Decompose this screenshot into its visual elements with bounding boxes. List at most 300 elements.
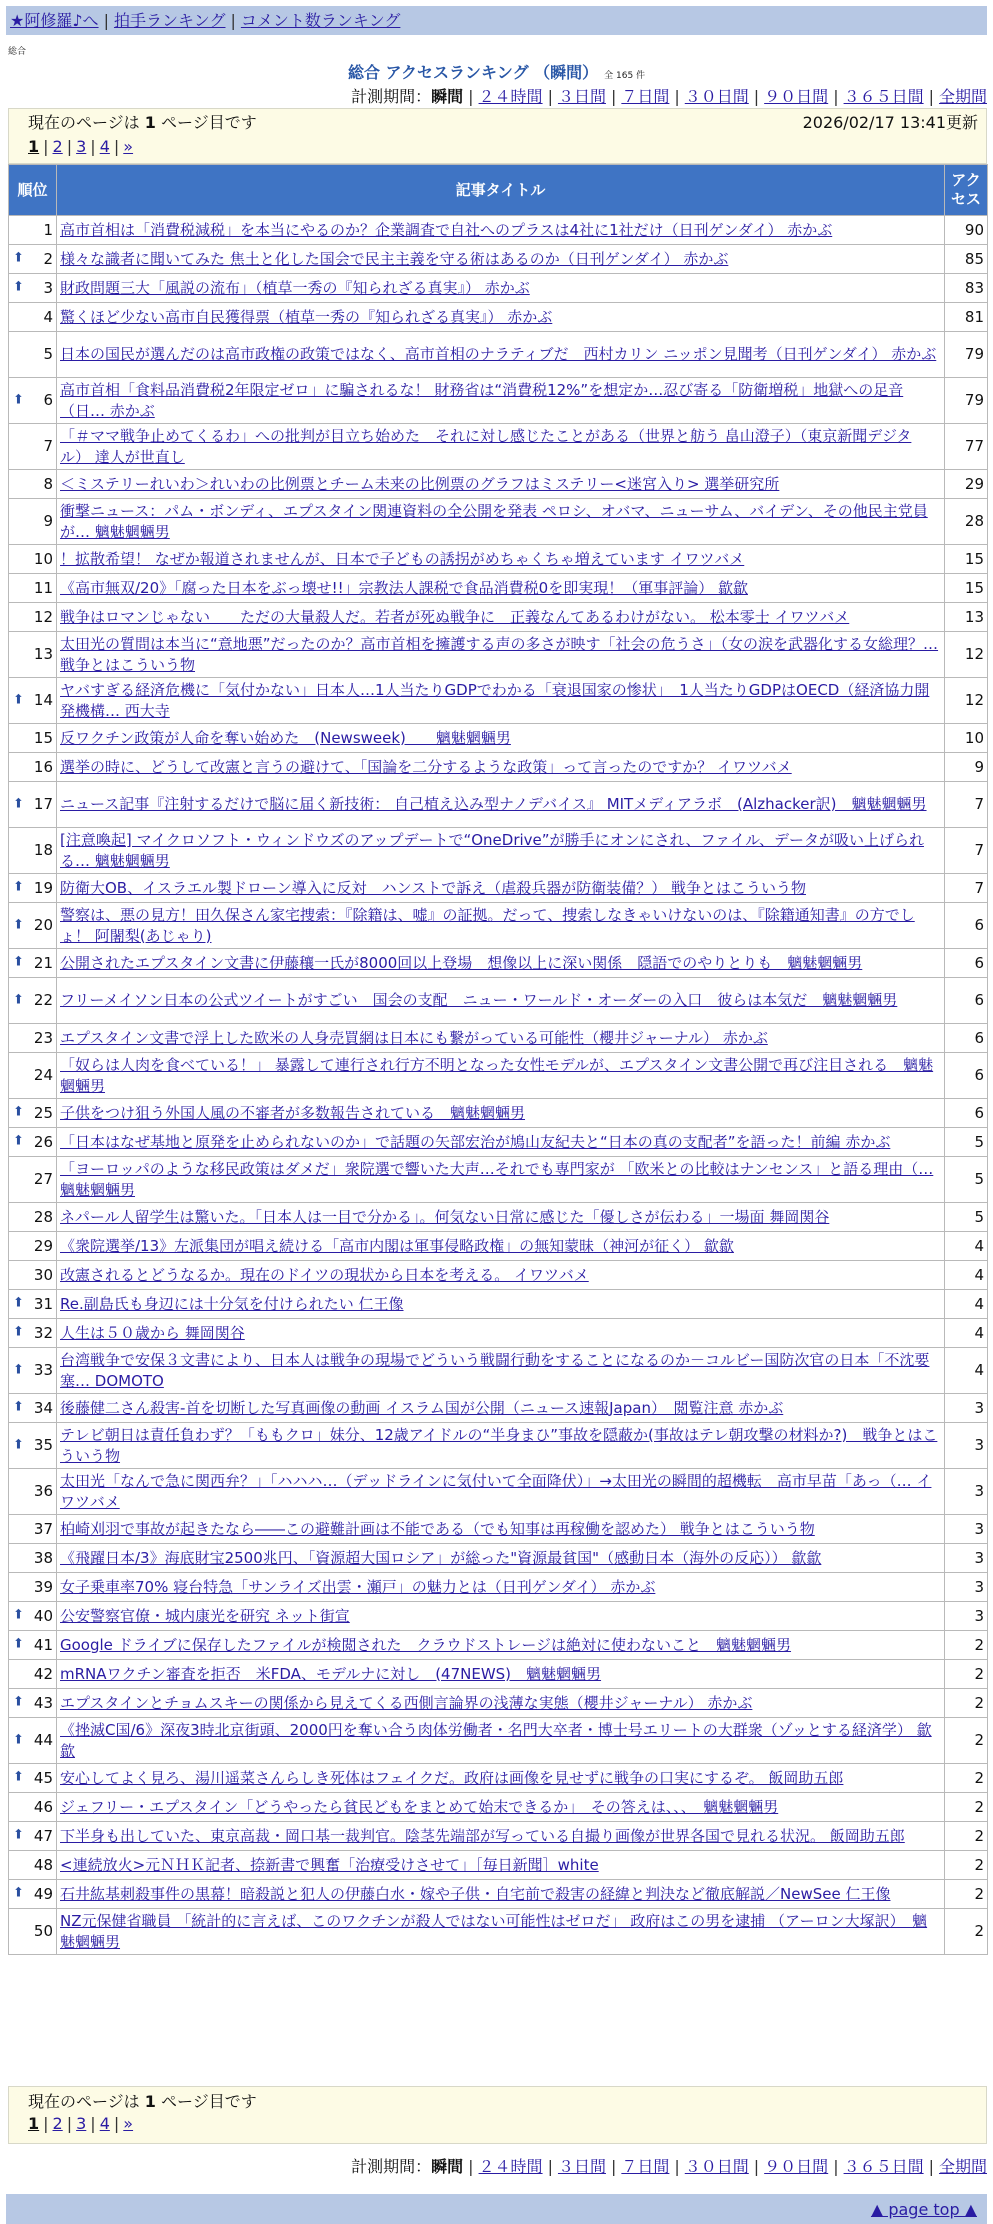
- title-cell: [57, 678, 945, 724]
- title-cell: [57, 1602, 945, 1631]
- table-row: [9, 874, 988, 903]
- article-title-link[interactable]: ＜ミステリーれいわ＞れいわの比例票とチーム未来の比例票のグラフはミステリー<迷宮入り> 選挙研究所: [60, 474, 780, 493]
- table-row: [9, 1689, 988, 1718]
- title-cell: [57, 1290, 945, 1319]
- article-title-link[interactable]: 改憲されるとどうなるか。現在のドイツの現状から日本を考える。 イワツバメ: [60, 1265, 589, 1284]
- title-cell: [57, 1909, 945, 1955]
- article-title-link[interactable]: 太田光「なんで急に関西弁？」「ハハハ…（デッドラインに気付いて全面降伏）」→太田光の瞬間的超機転 高市早苗「あっ（… イワツバメ: [60, 1471, 932, 1511]
- access-count: 85: [945, 245, 988, 274]
- rank-number: 35: [33, 1436, 53, 1454]
- title-cell: [57, 782, 945, 828]
- rank-number: 27: [33, 1170, 53, 1188]
- article-title-link[interactable]: 戦争はロマンじゃない ただの大量殺人だ。若者が死ぬ戦争に 正義なんてあるわけがない。 松本零士 イワツバメ: [60, 607, 850, 626]
- pager-page-link[interactable]: 4: [99, 137, 110, 156]
- rank-number: 3: [43, 278, 53, 297]
- access-count: 12: [945, 678, 988, 724]
- access-count: 3: [945, 1394, 988, 1423]
- table-row: [9, 1764, 988, 1793]
- title-cell: [57, 1394, 945, 1423]
- top-nav-applause-ranking-link[interactable]: 拍手ランキング: [113, 11, 226, 30]
- access-count: 2: [945, 1851, 988, 1880]
- title-cell: [57, 424, 945, 470]
- rank-cell: [9, 724, 57, 753]
- rank-cell: [9, 1764, 57, 1793]
- access-count: 2: [945, 1660, 988, 1689]
- table-row: [9, 1851, 988, 1880]
- rank-cell: [9, 978, 57, 1024]
- article-title-link[interactable]: 高市首相「食料品消費税2年限定ゼロ」に騙されるな！ 財務省は“消費税12%”を想定か…忍び寄る「防衛増税」地獄への足音（日… 赤かぶ: [60, 380, 904, 420]
- rank-number: 8: [43, 474, 53, 493]
- article-title-link[interactable]: エプスタイン文書で浮上した欧米の人身売買網は日本にも繋がっている可能性（櫻井ジャーナル） 赤かぶ: [60, 1028, 768, 1047]
- access-count: 83: [945, 274, 988, 303]
- period-link[interactable]: ３日間: [557, 2157, 606, 2176]
- rank-number: 41: [33, 1635, 53, 1654]
- rank-number: 17: [33, 795, 53, 813]
- title-cell: [57, 1099, 945, 1128]
- article-title-link[interactable]: ！拡散希望！ なぜか報道されませんが、日本で子どもの誘拐がめちゃくちゃ増えています イワツバメ: [60, 549, 745, 568]
- period-current: 瞬間: [431, 87, 464, 106]
- title-cell: [57, 632, 945, 678]
- access-count: 6: [945, 949, 988, 978]
- table-row: [9, 1793, 988, 1822]
- separator: |: [113, 137, 120, 156]
- rank-cell: [9, 274, 57, 303]
- article-title-link[interactable]: Re.副島氏も身辺には十分気を付けられたい 仁王像: [60, 1294, 404, 1313]
- table-row: [9, 603, 988, 632]
- footer-bar: [6, 2194, 987, 2224]
- article-title-link[interactable]: フリーメイソン日本の公式ツイートがすごい 国会の支配 ニュー・ワールド・オーダーの入口 彼らは本気だ 魑魅魍魎男: [60, 991, 898, 1009]
- access-count: 15: [945, 545, 988, 574]
- table-row: [9, 1157, 988, 1203]
- pager-next-link[interactable]: »: [123, 137, 134, 156]
- separator: |: [674, 87, 680, 106]
- title-cell: [57, 1203, 945, 1232]
- table-row: [9, 545, 988, 574]
- separator: |: [43, 2114, 49, 2133]
- table-row: [9, 1515, 988, 1544]
- title-cell: [57, 1423, 945, 1469]
- separator: |: [66, 2114, 73, 2133]
- access-count: 2: [945, 1793, 988, 1822]
- title-cell: [57, 1764, 945, 1793]
- rank-number: 6: [43, 391, 53, 409]
- rank-cell: [9, 499, 57, 545]
- article-title-link[interactable]: 石井紘基刺殺事件の黒幕！暗殺説と犯人の伊藤白水・嫁や子供・自宅前で殺害の経緯と判決など徹底解説／NewSee 仁王像: [60, 1884, 891, 1903]
- article-title-link[interactable]: ニュース記事『注射するだけで脳に届く新技術： 自己植え込み型ナノデバイス』 MITメディアラボ (Alzhacker訳) 魑魅魍魎男: [60, 795, 927, 813]
- article-title-link[interactable]: 《挫滅C国/6》深夜3時北京街頭、2000円を奪い合う肉体労働者・名門大卒者・博士号エリートの大群衆（ゾッとする経済学） 歙歙: [60, 1720, 932, 1760]
- article-title-link[interactable]: 柏崎刈羽で事故が起きたなら――この避難計画は不能である（でも知事は再稼働を認めた） 戦争とはこういう物: [60, 1519, 815, 1538]
- rank-cell: [9, 1423, 57, 1469]
- rank-cell: [9, 574, 57, 603]
- up-arrow-icon: ⬆: [13, 279, 24, 295]
- table-row: [9, 1469, 988, 1515]
- access-count: 3: [945, 1544, 988, 1573]
- table-row: [9, 274, 988, 303]
- article-title-link[interactable]: 選挙の時に、どうして改憲と言うの避けて、「国論を二分するような政策」って言ったのですか？ イワツバメ: [60, 757, 792, 776]
- title-cell: [57, 1469, 945, 1515]
- rank-number: 39: [33, 1577, 53, 1596]
- rank-cell: [9, 245, 57, 274]
- separator: |: [928, 2157, 934, 2176]
- table-row: [9, 1024, 988, 1053]
- article-title-link[interactable]: 衝撃ニュース：パム・ボンディ、エプスタイン関連資料の全公開を発表 ペロシ、オバマ、ニューサム、バイデン、その他民主党員が… 魑魅魍魎男: [60, 501, 928, 541]
- table-row: [9, 574, 988, 603]
- table-row: [9, 903, 988, 949]
- title-cell: [57, 949, 945, 978]
- article-title-link[interactable]: 太田光の質問は本当に“意地悪”だったのか？高市首相を擁護する声の多さが映す「社会の危うさ」（女の涙を武器化する女総理？… 戦争とはこういう物: [60, 634, 939, 674]
- title-column-header: 記事タイトル: [57, 165, 945, 216]
- title-cell: [57, 1793, 945, 1822]
- period-link[interactable]: ７日間: [621, 87, 670, 106]
- table-row: [9, 1290, 988, 1319]
- pager-top: [28, 136, 133, 157]
- table-row: [9, 1053, 988, 1099]
- article-title-link[interactable]: テレビ朝日は責任負わず？「ももクロ」妹分、12歳アイドルの“半身まひ”事故を隠蔽か(事故はテレ朝攻撃の材料か?) 戦争とはこういう物: [60, 1425, 938, 1465]
- rank-cell: [9, 782, 57, 828]
- rank-cell: [9, 1718, 57, 1764]
- rank-number: 23: [33, 1028, 53, 1047]
- period-link[interactable]: ３０日間: [684, 87, 749, 106]
- separator: |: [230, 11, 236, 30]
- access-count: 3: [945, 1423, 988, 1469]
- separator: |: [113, 2114, 120, 2133]
- title-cell: [57, 1851, 945, 1880]
- access-count: 2: [945, 1631, 988, 1660]
- article-title-link[interactable]: <連続放火>元ＮＨＫ記者、捺新書で興奮「治療受けさせて」［毎日新聞］white: [60, 1855, 599, 1874]
- access-count: 5: [945, 1203, 988, 1232]
- rank-number: 38: [33, 1548, 53, 1567]
- access-count: 4: [945, 1290, 988, 1319]
- rank-number: 16: [33, 757, 53, 776]
- table-row: [9, 378, 988, 424]
- rank-number: 37: [33, 1519, 53, 1538]
- rank-number: 11: [33, 578, 53, 597]
- table-row: [9, 1394, 988, 1423]
- table-row: [9, 216, 988, 245]
- page-info-box-top: [8, 108, 987, 164]
- up-arrow-icon: ⬆: [13, 991, 24, 1007]
- article-title-link[interactable]: ヤバすぎる経済危機に「気付かない」日本人…1人当たりGDPでわかる「衰退国家の惨状」 1人当たりGDPはOECD（経済協力開発機構… 西大寺: [60, 680, 930, 720]
- title-cell: [57, 753, 945, 782]
- up-arrow-icon: ⬆: [13, 1607, 24, 1623]
- up-arrow-icon: ⬆: [13, 1827, 24, 1843]
- rank-number: 14: [33, 691, 53, 709]
- rank-number: 4: [43, 307, 53, 326]
- separator: |: [674, 2157, 680, 2176]
- article-title-link[interactable]: Google ドライブに保存したファイルが検閲された クラウドストレージは絶対に使わないこと 魑魅魍魎男: [60, 1635, 792, 1654]
- title-cell: [57, 1157, 945, 1203]
- period-link[interactable]: 全期間: [938, 87, 987, 106]
- access-count: 5: [945, 1128, 988, 1157]
- access-count: 7: [945, 828, 988, 874]
- rank-number: 49: [33, 1884, 53, 1903]
- article-title-link[interactable]: 財政問題三大「風説の流布」（植草一秀の『知られざる真実』） 赤かぶ: [60, 278, 530, 297]
- up-arrow-icon: ⬆: [13, 1399, 24, 1415]
- rank-number: 44: [33, 1731, 53, 1749]
- access-count: 2: [945, 1689, 988, 1718]
- access-count: 10: [945, 724, 988, 753]
- page-top-link[interactable]: ▲ page top ▲: [870, 2200, 977, 2219]
- access-count: 2: [945, 1718, 988, 1764]
- rank-cell: [9, 1261, 57, 1290]
- rank-number: 45: [33, 1768, 53, 1787]
- rank-number: 28: [33, 1207, 53, 1226]
- up-arrow-icon: ⬆: [13, 1133, 24, 1149]
- title-cell: [57, 724, 945, 753]
- article-title-link[interactable]: 反ワクチン政策が人命を奪い始めた (Newsweek) 魑魅魍魎男: [60, 728, 511, 747]
- period-selector-top: [351, 84, 987, 107]
- title-cell: [57, 1515, 945, 1544]
- period-link[interactable]: ２４時間: [478, 2157, 543, 2176]
- rank-cell: [9, 470, 57, 499]
- access-count: 12: [945, 632, 988, 678]
- table-row: [9, 1261, 988, 1290]
- rank-cell: [9, 216, 57, 245]
- title-cell: [57, 1232, 945, 1261]
- up-arrow-icon: ⬆: [13, 954, 24, 970]
- rank-number: 48: [33, 1855, 53, 1874]
- table-row: [9, 470, 988, 499]
- pager-page-link[interactable]: 3: [76, 137, 87, 156]
- title-cell: [57, 603, 945, 632]
- rank-cell: [9, 1544, 57, 1573]
- rank-cell: [9, 1880, 57, 1909]
- top-nav-home-link[interactable]: ★阿修羅♪へ: [10, 11, 99, 30]
- article-title-link[interactable]: 「奴らは人肉を食べている！」 暴露して連行され行方不明となった女性モデルが、エプスタイン文書公開で再び注目される 魑魅魍魎男: [60, 1055, 934, 1095]
- table-row: [9, 753, 988, 782]
- access-count: 81: [945, 303, 988, 332]
- rank-cell: [9, 1024, 57, 1053]
- access-count: 3: [945, 1469, 988, 1515]
- top-nav-comment-ranking-link[interactable]: コメント数ランキング: [240, 11, 401, 30]
- table-row: [9, 632, 988, 678]
- title-cell: [57, 245, 945, 274]
- rank-number: 1: [43, 220, 53, 239]
- title-cell: [57, 1544, 945, 1573]
- rank-number: 13: [33, 645, 53, 663]
- table-row: [9, 1423, 988, 1469]
- table-row: [9, 1909, 988, 1955]
- up-arrow-icon: ⬆: [13, 1436, 24, 1452]
- separator: |: [468, 2157, 474, 2176]
- article-title-link[interactable]: 下半身も出していた、東京高裁・岡口基一裁判官。陰茎先端部が写っている自撮り画像が世界各国で見れる状況。 飯岡助五郎: [60, 1826, 905, 1845]
- article-title-link[interactable]: [注意喚起] マイクロソフト・ウィンドウズのアップデートで“OneDrive”が勝手にオンにされ、ファイル、データが吸い上げられる… 魑魅魍魎男: [60, 830, 924, 870]
- category-label: 総合: [8, 47, 27, 57]
- up-arrow-icon: ⬆: [13, 1324, 24, 1340]
- rank-number: 40: [33, 1606, 53, 1625]
- access-count: 6: [945, 903, 988, 949]
- rank-number: 7: [43, 437, 53, 455]
- period-link[interactable]: ３６５日間: [843, 87, 924, 106]
- period-selector-bottom: [351, 2154, 987, 2177]
- title-cell: [57, 1822, 945, 1851]
- rank-number: 33: [33, 1361, 53, 1379]
- access-count: 6: [945, 1053, 988, 1099]
- up-arrow-icon: ⬆: [13, 1769, 24, 1785]
- separator: |: [610, 87, 617, 106]
- up-arrow-icon: ⬆: [13, 879, 24, 895]
- period-link[interactable]: ７日間: [621, 2157, 670, 2176]
- period-link[interactable]: ３日間: [557, 87, 606, 106]
- table-row: [9, 678, 988, 724]
- article-title-link[interactable]: 台湾戦争で安保３文書により、日本人は戦争の現場でどういう戦闘行動をすることになるのか－コルビー国防次官の日本「不沈要塞… DOMOTO: [60, 1350, 930, 1390]
- rank-cell: [9, 1157, 57, 1203]
- table-row: [9, 1232, 988, 1261]
- separator: |: [90, 137, 96, 156]
- rank-number: 25: [33, 1103, 53, 1122]
- rank-cell: [9, 1515, 57, 1544]
- table-row: [9, 245, 988, 274]
- rank-column-header: 順位: [9, 165, 57, 216]
- separator: |: [468, 87, 474, 106]
- table-row: [9, 332, 988, 378]
- title-cell: [57, 332, 945, 378]
- rank-cell: [9, 1689, 57, 1718]
- rank-cell: [9, 1203, 57, 1232]
- article-title-link[interactable]: 驚くほど少ない高市自民獲得票（植草一秀の『知られざる真実』） 赤かぶ: [60, 307, 553, 326]
- rank-cell: [9, 1348, 57, 1394]
- title-cell: [57, 1319, 945, 1348]
- pager-current: 1: [28, 2114, 40, 2133]
- ranking-table: [8, 164, 988, 1955]
- article-title-link[interactable]: 警察は、悪の見方！田久保さん家宅捜索：『除籍は、嘘』の証拠。だって、捜索しなきゃいけないのは、『除籍通知書』の方でしょ！ 阿闍梨(あじゃり): [60, 905, 915, 945]
- article-title-link[interactable]: 「日本はなぜ基地と原発を止められないのか」で話題の矢部宏治が鳩山友紀夫と“日本の真の支配者”を語った！前編 赤かぶ: [60, 1132, 891, 1151]
- table-row: [9, 499, 988, 545]
- rank-cell: [9, 1660, 57, 1689]
- period-link[interactable]: ９０日間: [764, 2157, 829, 2176]
- article-title-link[interactable]: 「＃ママ戦争止めてくるわ」への批判が目立ち始めた それに対し感じたことがある（世界と舫う 畠山澄子）（東京新聞デジタル） 達人が世直し: [60, 426, 912, 466]
- rank-number: 18: [33, 841, 53, 859]
- rank-cell: [9, 1128, 57, 1157]
- article-title-link[interactable]: 公開されたエプスタイン文書に伊藤穰一氏が8000回以上登場 想像以上に深い関係 隠語でのやりとりも 魑魅魍魎男: [60, 953, 863, 972]
- article-title-link[interactable]: 《飛躍日本/3》海底財宝2500兆円、「資源超大国ロシア」が総った"資源最貧国"（感動日本（海外の反応）） 歙歙: [60, 1548, 822, 1567]
- article-title-link[interactable]: 《高市無双/20》「腐った日本をぶっ壊せ!!」宗教法人課税で食品消費税0を即実現！（軍事評論） 歙歙: [60, 578, 748, 597]
- access-count: 4: [945, 1348, 988, 1394]
- rank-cell: [9, 1851, 57, 1880]
- table-row: [9, 1880, 988, 1909]
- table-row: [9, 978, 988, 1024]
- title-cell: [57, 1573, 945, 1602]
- separator: |: [66, 137, 73, 156]
- rank-cell: [9, 303, 57, 332]
- article-title-link[interactable]: 人生は５０歳から 舞岡関谷: [60, 1323, 245, 1342]
- rank-number: 26: [33, 1132, 53, 1151]
- title-cell: [57, 1024, 945, 1053]
- rank-cell: [9, 949, 57, 978]
- separator: |: [43, 137, 49, 156]
- period-link[interactable]: ２４時間: [478, 87, 543, 106]
- access-count: 29: [945, 470, 988, 499]
- separator: |: [103, 11, 109, 30]
- up-arrow-icon: ⬆: [13, 250, 24, 266]
- rank-number: 24: [33, 1066, 53, 1084]
- up-arrow-icon: ⬆: [13, 1731, 24, 1747]
- article-title-link[interactable]: 女子乗車率70% 寝台特急「サンライズ出雲・瀬戸」の魅力とは（日刊ゲンダイ） 赤かぶ: [60, 1577, 656, 1596]
- rank-cell: [9, 1053, 57, 1099]
- table-row: [9, 1602, 988, 1631]
- article-title-link[interactable]: 安心してよく見ろ、湯川遥菜さんらしき死体はフェイクだ。政府は画像を見せずに戦争の口実にするぞ。 飯岡助五郎: [60, 1768, 844, 1787]
- article-title-link[interactable]: 子供をつけ狙う外国人風の不審者が多数報告されている 魑魅魍魎男: [60, 1103, 526, 1122]
- article-title-link[interactable]: NZ元保健省職員 「統計的に言えば、このワクチンが殺人ではない可能性はゼロだ」 政府はこの男を逮捕 （アーロン大塚訳） 魑魅魍魎男: [60, 1911, 928, 1951]
- table-row: [9, 1631, 988, 1660]
- rank-cell: [9, 1319, 57, 1348]
- title-cell: [57, 470, 945, 499]
- rank-number: 43: [33, 1693, 53, 1712]
- rank-cell: [9, 1822, 57, 1851]
- period-link[interactable]: 全期間: [938, 2157, 987, 2176]
- up-arrow-icon: ⬆: [13, 1636, 24, 1652]
- pager-page-link[interactable]: 4: [99, 2114, 110, 2133]
- table-row: [9, 782, 988, 828]
- rank-cell: [9, 332, 57, 378]
- article-title-link[interactable]: 《衆院選挙/13》左派集団が唱え続ける「高市内閣は軍事侵略政権」の無知蒙昧（神河が征く） 歙歙: [60, 1236, 734, 1255]
- up-arrow-icon: ⬆: [13, 795, 24, 811]
- pager-page-link[interactable]: 2: [52, 137, 63, 156]
- article-title-link[interactable]: 様々な識者に聞いてみた 焦土と化した国会で民主主義を守る術はあるのか（日刊ゲンダイ） 赤かぶ: [60, 249, 729, 268]
- access-count: 6: [945, 1099, 988, 1128]
- up-arrow-icon: ⬆: [13, 1694, 24, 1710]
- separator: |: [753, 2157, 760, 2176]
- access-count: 90: [945, 216, 988, 245]
- period-link[interactable]: ３０日間: [684, 2157, 749, 2176]
- rank-number: 15: [33, 728, 53, 747]
- access-count: 2: [945, 1822, 988, 1851]
- article-title-link[interactable]: 後藤健二さん殺害-首を切断した写真画像の動画 イスラム国が公開（ニュース速報Japan） 閲覧注意 赤かぶ: [60, 1398, 784, 1417]
- rank-cell: [9, 1793, 57, 1822]
- article-title-link[interactable]: 高市首相は「消費税減税」を本当にやるのか？企業調査で自社へのプラスは4社に1社だけ（日刊ゲンダイ） 赤かぶ: [60, 220, 833, 239]
- rank-cell: [9, 603, 57, 632]
- page-title: [0, 60, 993, 83]
- article-title-link[interactable]: ジェフリー・エプスタイン「どうやったら貧民どもをまとめて始末できるか」 その答えは、、、 魑魅魍魎男: [60, 1797, 779, 1816]
- table-row: [9, 1544, 988, 1573]
- rank-number: 50: [33, 1922, 53, 1940]
- rank-number: 36: [33, 1482, 53, 1500]
- table-row: [9, 1203, 988, 1232]
- table-row: [9, 1348, 988, 1394]
- rank-cell: [9, 1394, 57, 1423]
- access-count: 79: [945, 378, 988, 424]
- page-info: 現在のページは 1 ページ目です: [28, 2092, 257, 2111]
- rank-number: 46: [33, 1797, 53, 1816]
- top-nav: [6, 6, 987, 35]
- table-row: [9, 1660, 988, 1689]
- rank-number: 2: [43, 249, 53, 268]
- rank-number: 47: [33, 1826, 53, 1845]
- period-link[interactable]: ９０日間: [764, 87, 829, 106]
- article-title-link[interactable]: 「ヨーロッパのような移民政策はダメだ」衆院選で響いた大声…それでも専門家が 「欧米との比較はナンセンス」と語る理由（… 魑魅魍魎男: [60, 1159, 934, 1199]
- rank-cell: [9, 1469, 57, 1515]
- pager-page-link[interactable]: 3: [76, 2114, 87, 2133]
- article-title-link[interactable]: 公安警察官僚・城内康光を研究 ネット街宣: [60, 1606, 350, 1625]
- table-row: [9, 828, 988, 874]
- access-column-header: アクセス: [945, 165, 988, 216]
- table-row: [9, 1099, 988, 1128]
- article-title-link[interactable]: ネパール人留学生は驚いた。「日本人は一目で分かる」。何気ない日常に感じた「優しさが伝わる」一場面 舞岡関谷: [60, 1207, 830, 1226]
- article-title-link[interactable]: 防衛大OB、イスラエル製ドローン導入に反対 ハンストで訴え（虐殺兵器が防衛装備？） 戦争とはこういう物: [60, 878, 806, 897]
- pager-page-link[interactable]: 2: [52, 2114, 63, 2133]
- article-title-link[interactable]: 日本の国民が選んだのは高市政権の政策ではなく、高市首相のナラティブだ 西村カリン ニッポン見聞考（日刊ゲンダイ） 赤かぶ: [60, 345, 937, 363]
- pager-next-link[interactable]: »: [123, 2114, 134, 2133]
- separator: |: [547, 87, 553, 106]
- access-count: 77: [945, 424, 988, 470]
- period-link[interactable]: ３６５日間: [843, 2157, 924, 2176]
- rank-cell: [9, 378, 57, 424]
- access-count: 3: [945, 1573, 988, 1602]
- article-title-link[interactable]: mRNAワクチン審査を拒否 米FDA、モデルナに対し (47NEWS) 魑魅魍魎男: [60, 1664, 602, 1683]
- article-title-link[interactable]: エプスタインとチョムスキーの関係から見えてくる西側言論界の浅薄な実態（櫻井ジャーナル） 赤かぶ: [60, 1693, 753, 1712]
- up-arrow-icon: ⬆: [13, 1361, 24, 1377]
- table-row: [9, 724, 988, 753]
